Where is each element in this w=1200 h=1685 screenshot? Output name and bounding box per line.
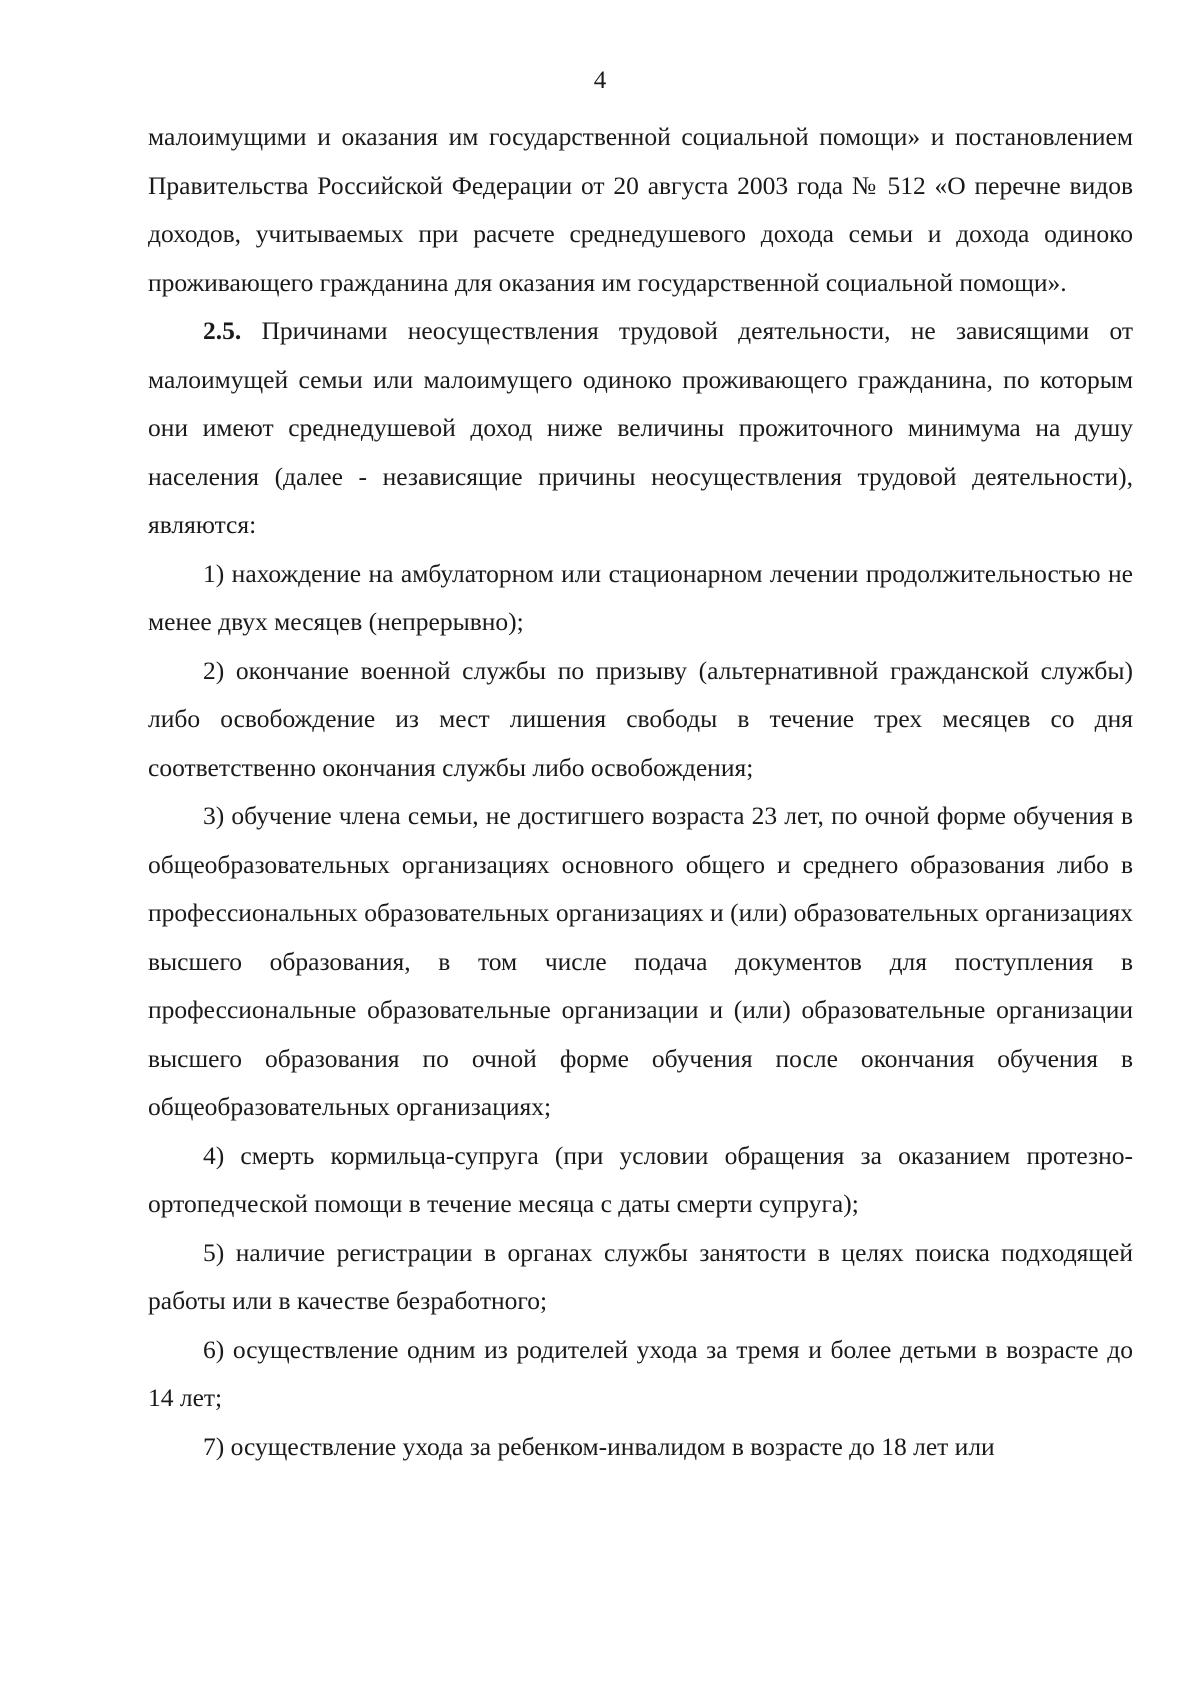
list-item-1: 1) нахождение на амбулаторном или стационарном лечении продолжительностью не менее двух месяцев (непрерывно); — [148, 558, 1133, 636]
section-number: 2.5. — [203, 316, 242, 345]
list-item-7: 7) осуществление ухода за ребенком-инвалидом в возрасте до 18 лет или — [203, 1431, 995, 1461]
list-item-2: 2) окончание военной службы по призыву (альтернативной гражданской службы) либо освобождение из мест лишения свободы в течение трех месяцев со дня соответственно окончания службы либо освобождения; — [148, 655, 1133, 782]
paragraph-section-2-5 — [148, 307, 1133, 550]
section-text: Причинами неосуществления трудовой деятельности, не зависящими от малоимущей семьи или малоимущего одиноко проживающего гражданина, по которым они имеют среднедушевой доход ниже величины прожиточного минимума на душу населения (далее - независящие причины неосуществления трудовой деятельности), являются: — [148, 316, 1133, 539]
list-item-6: 6) осуществление одним из родителей ухода за тремя и более детьми в возрасте до 14 лет; — [148, 1334, 1133, 1412]
list-item-5: 5) наличие регистрации в органах службы занятости в целях поиска подходящей работы или в качестве безработного; — [148, 1237, 1133, 1315]
list-item-3: 3) обучение члена семьи, не достигшего возраста 23 лет, по очной форме обучения в общеобразовательных организациях основного общего и среднего образования либо в профессиональных образовательных организациях и (или) образовательных организациях высшего образования, в том числе подача документов для поступления в профессиональные образовательные организации и (или) образовательные организации высшего образования по очной форме обучения после окончания обучения в общеобразовательных организациях; — [148, 801, 1133, 1121]
page-number: 4 — [593, 67, 607, 94]
paragraph-continuation: малоимущими и оказания им государственной социальной помощи» и постановлением Правительства Российской Федерации от 20 августа 2003 года № 512 «О перечне видов доходов, учитываемых при расчете среднедушевого дохода семьи и дохода одиноко проживающего гражданина для оказания им государственной социальной помощи». — [148, 122, 1133, 297]
list-item-4: 4) смерть кормильца-супруга (при условии обращения за оказанием протезно-ортопедческой помощи в течение месяца с даты смерти супруга); — [148, 1140, 1133, 1218]
document-body — [148, 113, 1133, 1471]
